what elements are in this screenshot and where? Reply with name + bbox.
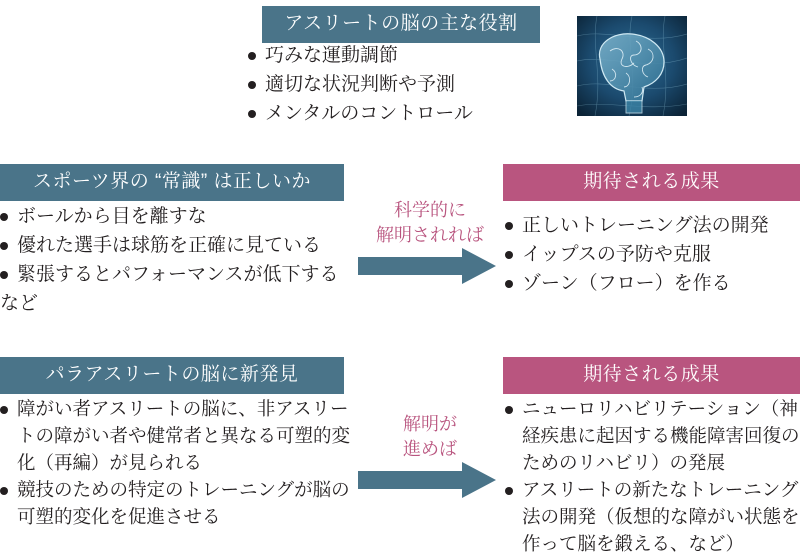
list-item	[505, 396, 800, 476]
bullet-dot-icon	[0, 406, 8, 414]
list-item-label: 優れた選手は球筋を正確に見ている	[17, 234, 322, 256]
top-title-band	[262, 6, 540, 43]
bullet-dot-icon	[505, 487, 513, 495]
bullet-dot-icon	[505, 251, 513, 259]
row1-arrow-label-line1: 科学的に	[394, 200, 466, 220]
row2-left-header-band	[0, 357, 344, 394]
row1-left-header-text: スポーツ界の “常識” は正しいか	[33, 171, 311, 192]
row2-arrow-label	[370, 412, 490, 462]
list-item	[0, 232, 348, 260]
list-item	[0, 261, 348, 289]
list-item	[248, 71, 528, 99]
list-item-label: 緊張するとパフォーマンスが低下する	[17, 263, 339, 285]
list-item-label: メンタルのコントロール	[265, 102, 473, 124]
bullet-dot-icon	[0, 487, 8, 495]
list-item	[0, 477, 352, 531]
list-item-label: ニューロリハビリテーション（神経疾患に起因する機能障害回復のためのリハビリ）の発展	[522, 398, 800, 473]
list-item-label: 正しいトレーニング法の開発	[522, 215, 769, 236]
top-bullet-list	[248, 42, 528, 129]
row1-left-bullet-list	[0, 203, 348, 319]
list-item-label: 競技のための特定のトレーニングが脳の可塑的変化を促進させる	[17, 479, 350, 528]
list-item-label: ボールから目を離すな	[17, 206, 207, 227]
bullet-dot-icon	[0, 271, 8, 279]
list-item	[505, 477, 800, 557]
bullet-dot-icon	[505, 222, 513, 230]
row2-right-header-band	[503, 357, 800, 394]
list-item	[505, 241, 797, 269]
right-arrow-icon	[358, 462, 498, 498]
list-item-label: アスリートの新たなトレーニング法の開発（仮想的な障がい状態を作って脳を鍛える、など）	[522, 479, 800, 555]
row1-arrow-label	[370, 198, 490, 248]
row1-arrow	[358, 248, 498, 289]
list-item-label: 巧みな運動調節	[265, 45, 399, 66]
row2-left-header-text: パラアスリートの脳に新発見	[45, 364, 299, 385]
top-title-text: アスリートの脳の主な役割	[284, 13, 518, 34]
bullet-dot-icon	[0, 213, 8, 221]
row1-left-footnote	[0, 290, 348, 318]
list-item-label: ゾーン（フロー）を作る	[522, 272, 731, 294]
list-item-label: イップスの予防や克服	[522, 243, 711, 265]
brain-scan-image	[577, 16, 687, 116]
list-item	[0, 203, 348, 231]
row2-arrow-label-line1: 解明が	[403, 414, 457, 434]
list-item	[505, 270, 797, 298]
list-item-label: 適切な状況判断や予測	[265, 73, 456, 95]
list-item	[248, 42, 528, 70]
bullet-dot-icon	[248, 81, 256, 89]
row1-left-footnote-label: など	[0, 292, 39, 314]
right-arrow-icon	[358, 248, 498, 284]
row1-right-bullet-list	[505, 212, 797, 299]
row1-right-header-band	[503, 164, 800, 201]
list-item	[505, 212, 797, 240]
row2-right-bullet-list	[505, 396, 800, 559]
row1-arrow-label-line2: 解明されれば	[376, 225, 484, 246]
list-item	[0, 396, 352, 476]
row1-left-header-band	[0, 164, 344, 201]
list-item-label: 障がい者アスリートの脳に、非アスリートの障がい者や健常者と異なる可塑的変化（再編）が見られる	[17, 398, 351, 473]
bullet-dot-icon	[248, 110, 256, 118]
bullet-dot-icon	[505, 280, 513, 288]
row2-left-bullet-list	[0, 396, 352, 532]
row2-arrow	[358, 462, 498, 503]
row1-right-header-text: 期待される成果	[583, 171, 720, 192]
bullet-dot-icon	[0, 242, 8, 250]
row2-arrow-label-line2: 進めば	[403, 439, 457, 460]
row2-right-header-text: 期待される成果	[583, 364, 720, 385]
bullet-dot-icon	[505, 406, 513, 414]
list-item	[248, 100, 528, 128]
brain-scan-illustration	[577, 16, 687, 116]
bullet-dot-icon	[248, 52, 256, 60]
